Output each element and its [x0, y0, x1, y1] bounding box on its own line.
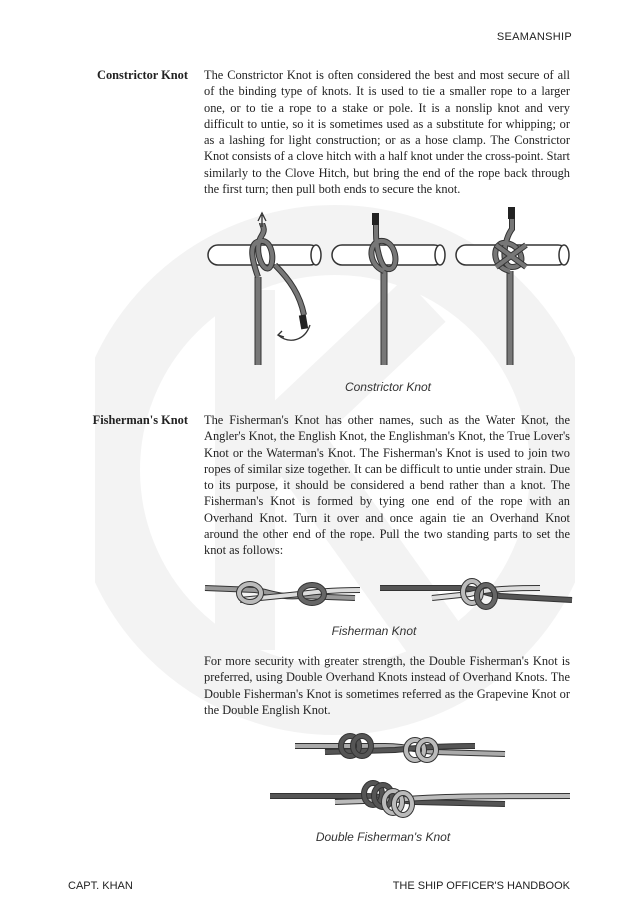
figure-fisherman-knot	[200, 568, 580, 618]
paragraph-constrictor-knot: The Constrictor Knot is often considered the best and most secure of all of the binding type of knots. It is used to tie a smaller rope to a larger one, or to tie a rope to a stake or pole. It is a nonslip knot and very difficult to untie, so it is sometimes used as a substitute for whipping; or as a lashing for light construction; or as a hose clamp. The Constrictor Knot consists of a clove hitch with a half knot under the cross-point. Start similarly to the Clove Hitch, but bring the end of the rope back through the first turn; then pull both ends to secure the knot.	[204, 68, 570, 197]
caption-constrictor-knot: Constrictor Knot	[344, 380, 432, 394]
term-constrictor-knot: Constrictor Knot	[97, 68, 188, 82]
figure-constrictor-knot	[200, 205, 580, 380]
caption-double-fisherman-knot: Double Fisherman's Knot	[315, 830, 451, 844]
paragraph-double-fishermans-knot: For more security with greater strength, the Double Fisherman's Knot is preferred, using Double Overhand Knots instead of Overhand Knots. The Double Fisherman's Knot is sometimes referred as the Grapevine Knot or the Double English Knot.	[204, 654, 570, 717]
footer-book-title: THE SHIP OFFICER'S HANDBOOK	[392, 880, 570, 892]
figure-double-fisherman-knot	[265, 724, 580, 824]
paragraph-fishermans-knot: The Fisherman's Knot has other names, such as the Water Knot, the Angler's Knot, the English Knot, the Englishman's Knot, the True Lover's Knot or the Waterman's Knot. The Fisherman's Knot is used to join two ropes of similar size together. It can be difficult to untie under strain. Due to its purpose, it should be considered a bend rather than a knot. The Fisherman's Knot is formed by tying one end of the rope with an Overhand Knot. Turn it over and once again tie an Overhand Knot around the other end of the rope. Pull the two standing parts to set the knot as follows:	[204, 413, 570, 558]
caption-fisherman-knot: Fisherman Knot	[331, 624, 417, 638]
footer-author: CAPT. KHAN	[68, 880, 133, 892]
term-fishermans-knot: Fisherman's Knot	[92, 413, 188, 427]
pole-1	[208, 245, 321, 265]
running-header: SEAMANSHIP	[496, 31, 572, 43]
